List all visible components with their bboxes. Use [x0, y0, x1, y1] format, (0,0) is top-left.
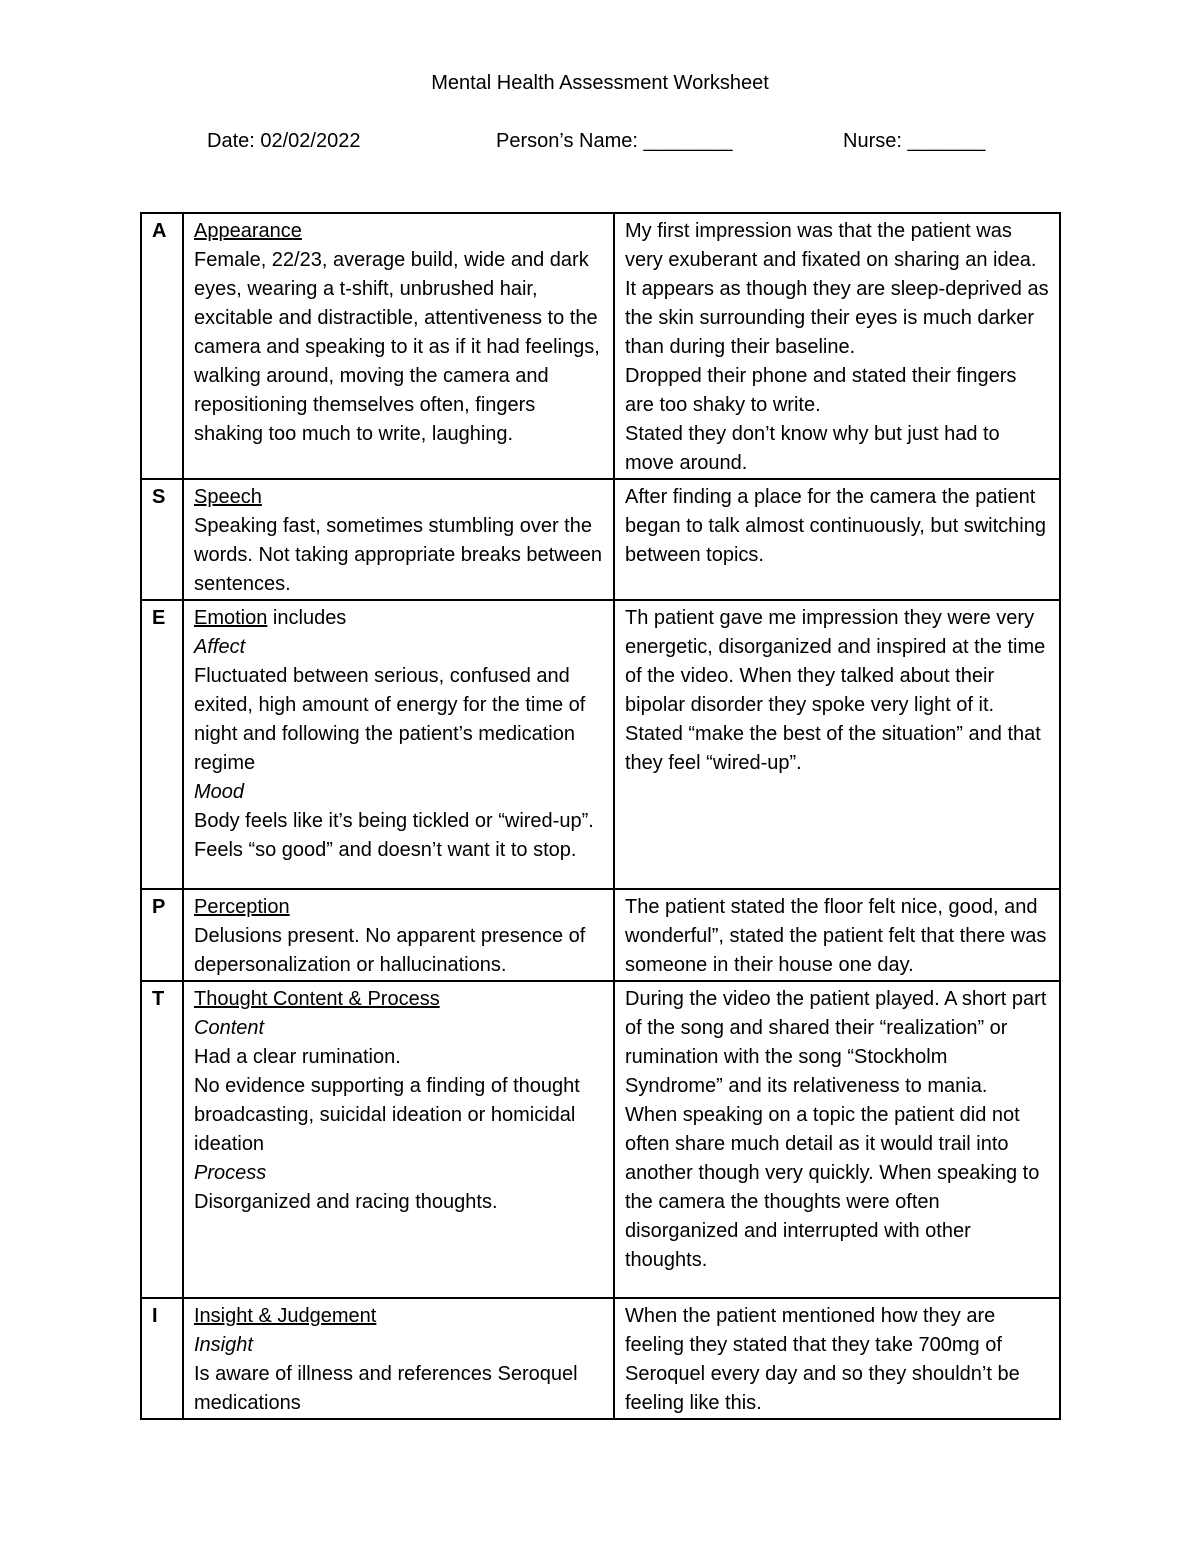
appearance-findings: [183, 213, 614, 479]
notes-text: The patient stated the floor felt nice, good, and wonderful”, stated the patient felt that there was someone in their house one day.: [625, 896, 1047, 976]
row-letter: E: [141, 600, 183, 889]
findings-text: Speaking fast, sometimes stumbling over the words. Not taking appropriate breaks between sentences.: [194, 515, 603, 595]
subheading-mood: Mood: [194, 781, 245, 803]
table-row-perception: [141, 889, 1060, 981]
notes-text: Dropped their phone and stated their fingers are too shaky to write.: [625, 365, 1017, 416]
subheading-affect: Affect: [194, 636, 246, 658]
row-letter: P: [141, 889, 183, 981]
row-letter: A: [141, 213, 183, 479]
table-row-insight: [141, 1298, 1060, 1419]
subheading-process: Process: [194, 1162, 267, 1184]
notes-text: My first impression was that the patient was very exuberant and fixated on sharing an idea. It appears as though they are sleep-deprived as the skin surrounding their eyes is much darker than during their baseline.: [625, 220, 1049, 358]
notes-text: Stated they don’t know why but just had to move around.: [625, 423, 1000, 474]
row-letter: T: [141, 981, 183, 1298]
section-heading: Insight & Judgement: [194, 1305, 377, 1327]
section-heading-suffix: includes: [267, 607, 347, 629]
findings-text: Delusions present. No apparent presence of depersonalization or hallucinations.: [194, 925, 586, 976]
table-row-thought: [141, 981, 1060, 1298]
section-heading: Emotion: [194, 607, 268, 629]
section-heading: Thought Content & Process: [194, 988, 440, 1010]
thought-findings: [183, 981, 614, 1298]
page-title: Mental Health Assessment Worksheet: [431, 72, 769, 94]
table-row-appearance: [141, 213, 1060, 479]
row-letter: S: [141, 479, 183, 600]
findings-text: Had a clear rumination.: [194, 1046, 401, 1068]
perception-findings: [183, 889, 614, 981]
findings-text: Disorganized and racing thoughts.: [194, 1191, 498, 1213]
section-heading: Perception: [194, 896, 290, 918]
insight-findings: [183, 1298, 614, 1419]
notes-text: After finding a place for the camera the patient began to talk almost continuously, but switching between topics.: [625, 486, 1046, 566]
section-heading: Appearance: [194, 220, 302, 242]
speech-notes: [614, 479, 1060, 600]
section-heading-line: [194, 604, 604, 633]
notes-text: Th patient gave me impression they were very energetic, disorganized and inspired at the time of the video. When they talked about their bipolar disorder they spoke very light of it. Stated “make the best of the situation” and that they feel “wired-up”.: [625, 607, 1046, 774]
notes-text: When speaking on a topic the patient did not often share much detail as it would trail into another though very quickly. When speaking to the camera the thoughts were often disorganized and interrupted with other thoughts.: [625, 1104, 1040, 1271]
findings-text: Female, 22/23, average build, wide and dark eyes, wearing a t-shift, unbrushed hair, excitable and distractible, attentiveness to the camera and speaking to it as if it had feelings, walking around, moving the camera and repositioning themselves often, fingers shaking too much to write, laughing.: [194, 249, 600, 445]
nurse-field: Nurse: _______: [843, 130, 986, 152]
notes-text: During the video the patient played. A short part of the song and shared their “realization” or rumination with the song “Stockholm Syndrome” and its relativeness to mania.: [625, 988, 1047, 1097]
findings-text: Is aware of illness and references Seroquel medications: [194, 1363, 578, 1414]
emotion-notes: [614, 600, 1060, 889]
section-heading: Speech: [194, 486, 262, 508]
row-letter: I: [141, 1298, 183, 1419]
findings-text: Fluctuated between serious, confused and exited, high amount of energy for the time of night and following the patient’s medication regime: [194, 665, 586, 774]
subheading-content: Content: [194, 1017, 265, 1039]
speech-findings: [183, 479, 614, 600]
findings-text: Body feels like it’s being tickled or “wired-up”. Feels “so good” and doesn’t want it to stop.: [194, 810, 594, 861]
table-row-emotion: [141, 600, 1060, 889]
findings-text: No evidence supporting a finding of thought broadcasting, suicidal ideation or homicidal ideation: [194, 1075, 580, 1155]
insight-notes: [614, 1298, 1060, 1419]
thought-notes: [614, 981, 1060, 1298]
date-field: Date: 02/02/2022: [207, 130, 361, 152]
subheading-insight: Insight: [194, 1334, 253, 1356]
perception-notes: [614, 889, 1060, 981]
table-row-speech: [141, 479, 1060, 600]
notes-text: When the patient mentioned how they are feeling they stated that they take 700mg of Seroquel every day and so they shouldn’t be feeling like this.: [625, 1305, 1020, 1414]
person-name-field: Person’s Name: ________: [496, 130, 733, 152]
assessment-table: [140, 212, 1061, 1420]
appearance-notes: [614, 213, 1060, 479]
emotion-findings: [183, 600, 614, 889]
